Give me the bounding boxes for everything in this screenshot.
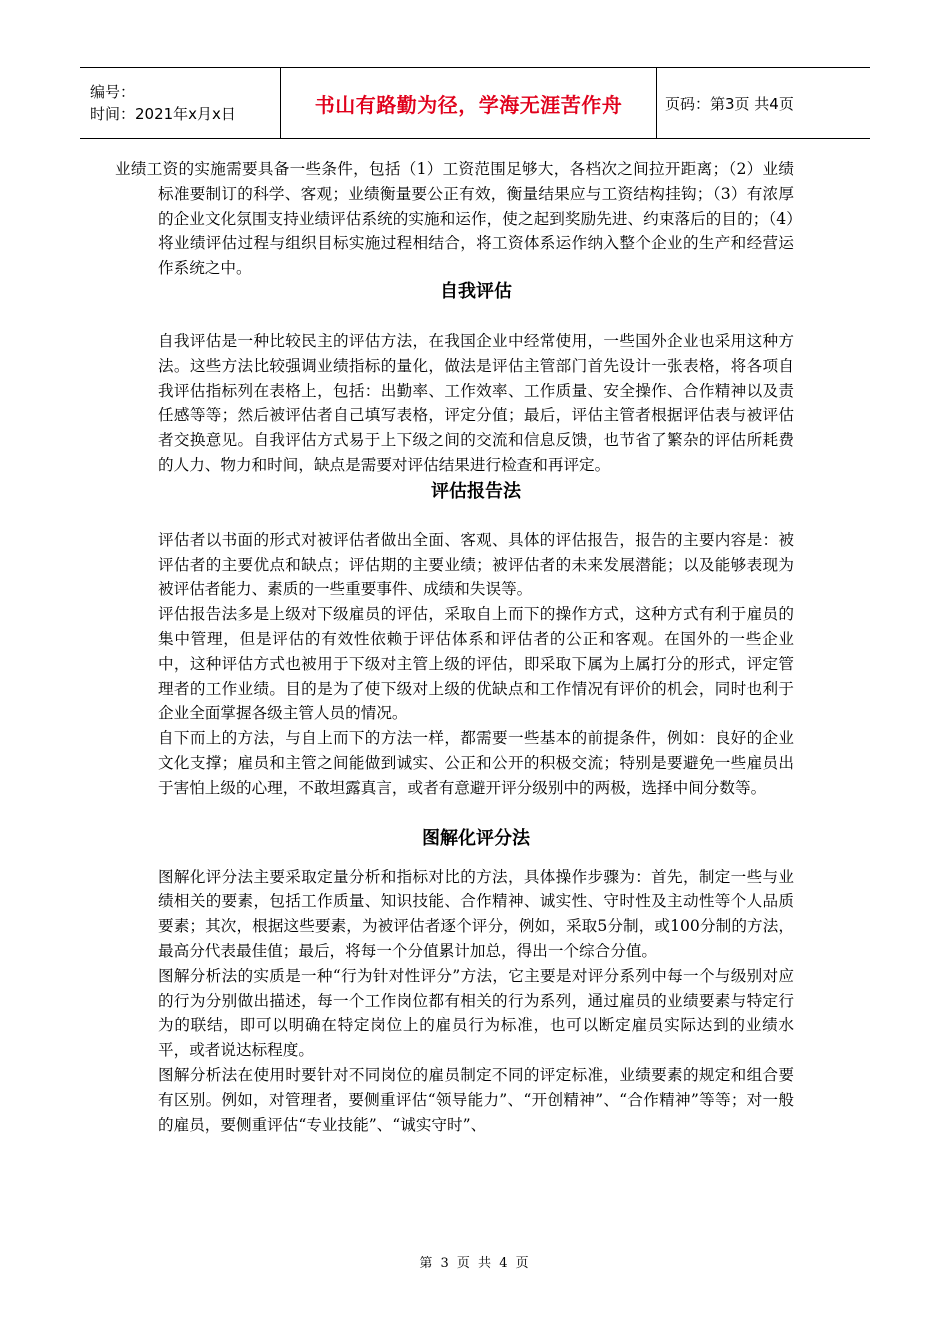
page-footer: 第 3 页 共 4 页 (419, 1256, 531, 1271)
graphic-rating-paragraph-1: 图解化评分法主要采取定量分析和指标对比的方法，具体操作步骤为：首先，制定一些与业绩相关的要素，包括工作质量、知识技能、合作精神、诚实性、守时性及主动性等个人品质要素；其次，根据这些要素，为被评估者逐个评分，例如，采取5分制，或100分制的方法，最高分代表最佳值；最后，将每一个分值累计加总，得出一个综合分值。 (158, 867, 794, 960)
serial-number-label: 编号： (90, 83, 136, 101)
document-body (115, 157, 794, 1137)
page-header (80, 67, 870, 139)
graphic-rating-paragraph-2: 图解分析法的实质是一种“行为针对性评分”方法，它主要是对评分系列中每一个与级别对应的行为分别做出描述，每一个工作岗位都有相关的行为系列，通过雇员的业绩要素与特定行为的联结，即可以明确在特定岗位上的雇员行为标准，也可以断定雇员实际达到的业绩水平，或者说达标程度。 (158, 966, 794, 1060)
report-method-paragraph-1: 评估者以书面的形式对被评估者做出全面、客观、具体的评估报告，报告的主要内容是：被评估者的主要优点和缺点；评估期的主要业绩；被评估者的未来发展潜能；以及能够表现为被评估者能力、素质的一些重要事件、成绩和失误等。 (158, 530, 794, 599)
header-motto-cell (281, 68, 657, 138)
report-method-paragraph-2: 评估报告法多是上级对下级雇员的评估，采取自上而下的操作方式，这种方式有利于雇员的集中管理，但是评估的有效性依赖于评估体系和评估者的公正和客观。在国外的一些企业中，这种评估方式也被用于下级对主管上级的评估，即采取下属为上属打分的形式，评定管理者的工作业绩。目的是为了使下级对上级的优缺点和工作情况有评价的机会，同时也利于企业全面掌握各级主管人员的情况。 (158, 605, 794, 723)
header-motto: 书山有路勤为径，学海无涯苦作舟 (314, 92, 623, 117)
header-page-cell (657, 68, 870, 138)
report-method-paragraph-3: 自下而上的方法，与自上而下的方法一样，都需要一些基本的前提条件，例如：良好的企业文化支撑；雇员和主管之间能做到诚实、公正和公开的积极交流；特别是要避免一些雇员出于害怕上级的心理，不敢坦露真言，或者有意避开评分级别中的两极，选择中间分数等。 (158, 729, 794, 797)
intro-paragraph: 业绩工资的实施需要具备一些条件，包括（1）工资范围足够大，各档次之间拉开距离；（2）业绩标准要制订的科学、客观；业绩衡量要公正有效，衡量结果应与工资结构挂钩；（3）有浓厚的企业文化氛围支持业绩评估系统的实施和运作，使之起到奖励先进、约束落后的目的；（4）将业绩评估过程与组织目标实施过程相结合，将工资体系运作纳入整个企业的生产和经营运作系统之中。 (115, 160, 794, 278)
header-page-number: 页码：第3页 共4页 (665, 94, 794, 113)
graphic-rating-paragraph-3: 图解分析法在使用时要针对不同岗位的雇员制定不同的评定标准，业绩要素的规定和组合要有区别。例如，对管理者，要侧重评估“领导能力”、“开创精神”、“合作精神”等等；对一般的雇员，要侧重评估“专业技能”、“诚实守时”、 (158, 1065, 794, 1134)
section-heading-self-evaluation: 自我评估 (440, 280, 512, 302)
header-meta (80, 68, 281, 138)
date-line: 时间：2021年x月x日 (90, 105, 236, 123)
section-heading-report-method: 评估报告法 (431, 480, 521, 502)
section-heading-graphic-rating: 图解化评分法 (422, 827, 530, 849)
self-evaluation-paragraph: 自我评估是一种比较民主的评估方法，在我国企业中经常使用，一些国外企业也采用这种方法。这些方法比较强调业绩指标的量化，做法是评估主管部门首先设计一张表格，将各项自我评估指标列在表格上，包括：出勤率、工作效率、工作质量、安全操作、合作精神以及责任感等等；然后被评估者自己填写表格，评定分值；最后，评估主管者根据评估表与被评估者交换意见。自我评估方式易于上下级之间的交流和信息反馈，也节省了繁杂的评估所耗费的人力、物力和时间，缺点是需要对评估结果进行检查和再评定。 (158, 331, 794, 474)
